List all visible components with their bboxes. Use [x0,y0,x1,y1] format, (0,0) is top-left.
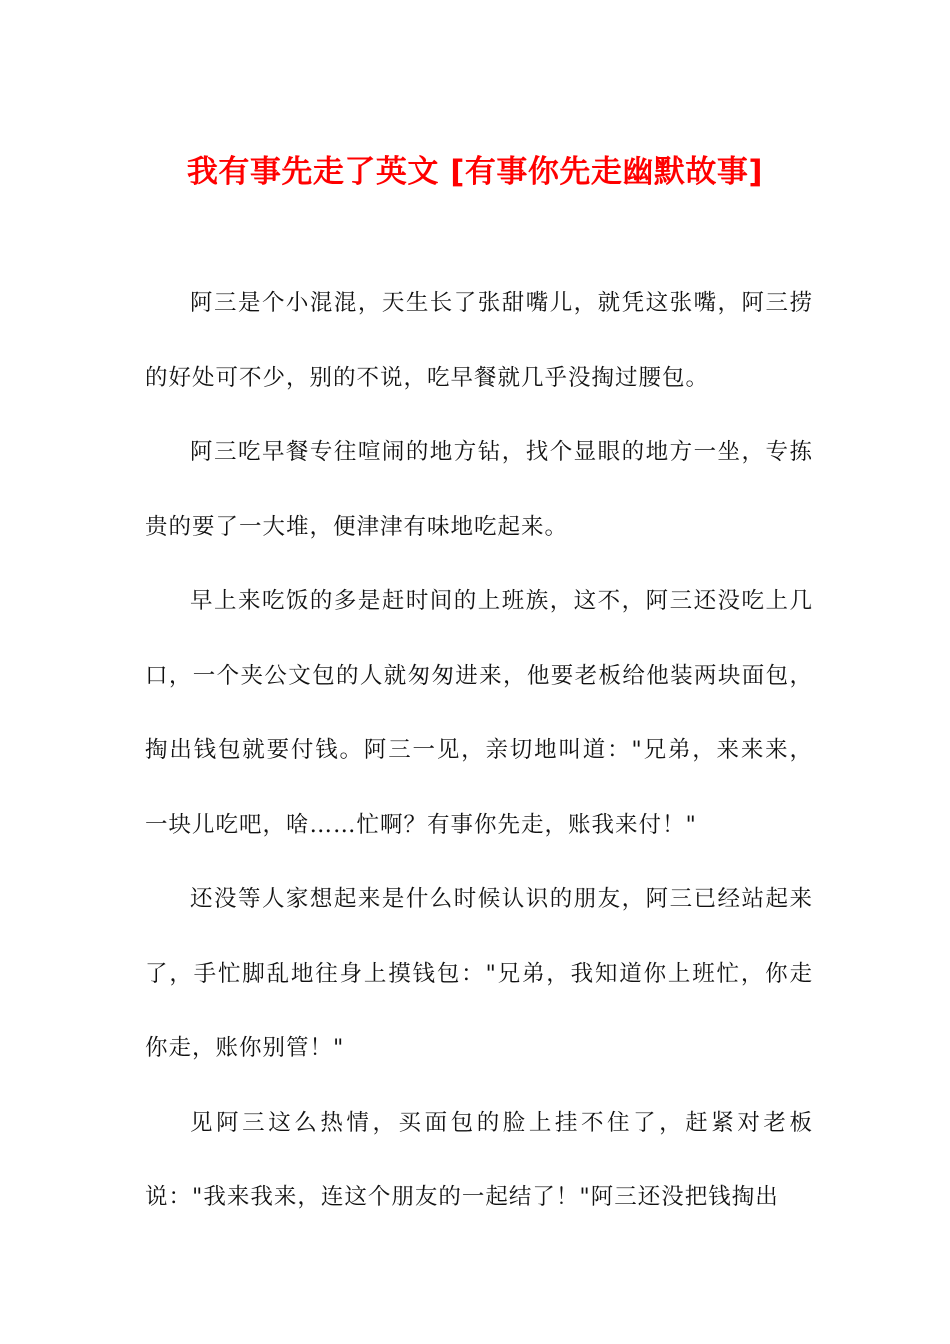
paragraph-3: 早上来吃饭的多是赶时间的上班族，这不，阿三还没吃上几口，一个夹公文包的人就匆匆进来，他要老板给他装两块面包，掏出钱包就要付钱。阿三一见，亲切地叫道："兄弟，来来来，一块儿吃吧，啥……忙啊？有事你先走，账我来付！" [145,588,813,838]
document-body [145,266,813,1235]
document-title: 我有事先走了英文 [有事你先走幽默故事] [186,154,764,190]
paragraph-5: 见阿三这么热情，买面包的脸上挂不住了，赶紧对老板说："我来我来，连这个朋友的一起结了！"阿三还没把钱掏出 [145,1109,813,1210]
paragraph-4: 还没等人家想起来是什么时候认识的朋友，阿三已经站起来了，手忙脚乱地往身上摸钱包："兄弟，我知道你上班忙，你走你走，账你别管！" [145,886,813,1061]
paragraph-2: 阿三吃早餐专往喧闹的地方钻，找个显眼的地方一坐，专拣贵的要了一大堆，便津津有味地吃起来。 [145,439,813,540]
paragraph-1: 阿三是个小混混，天生长了张甜嘴儿，就凭这张嘴，阿三捞的好处可不少，别的不说，吃早餐就几乎没掏过腰包。 [145,290,813,391]
